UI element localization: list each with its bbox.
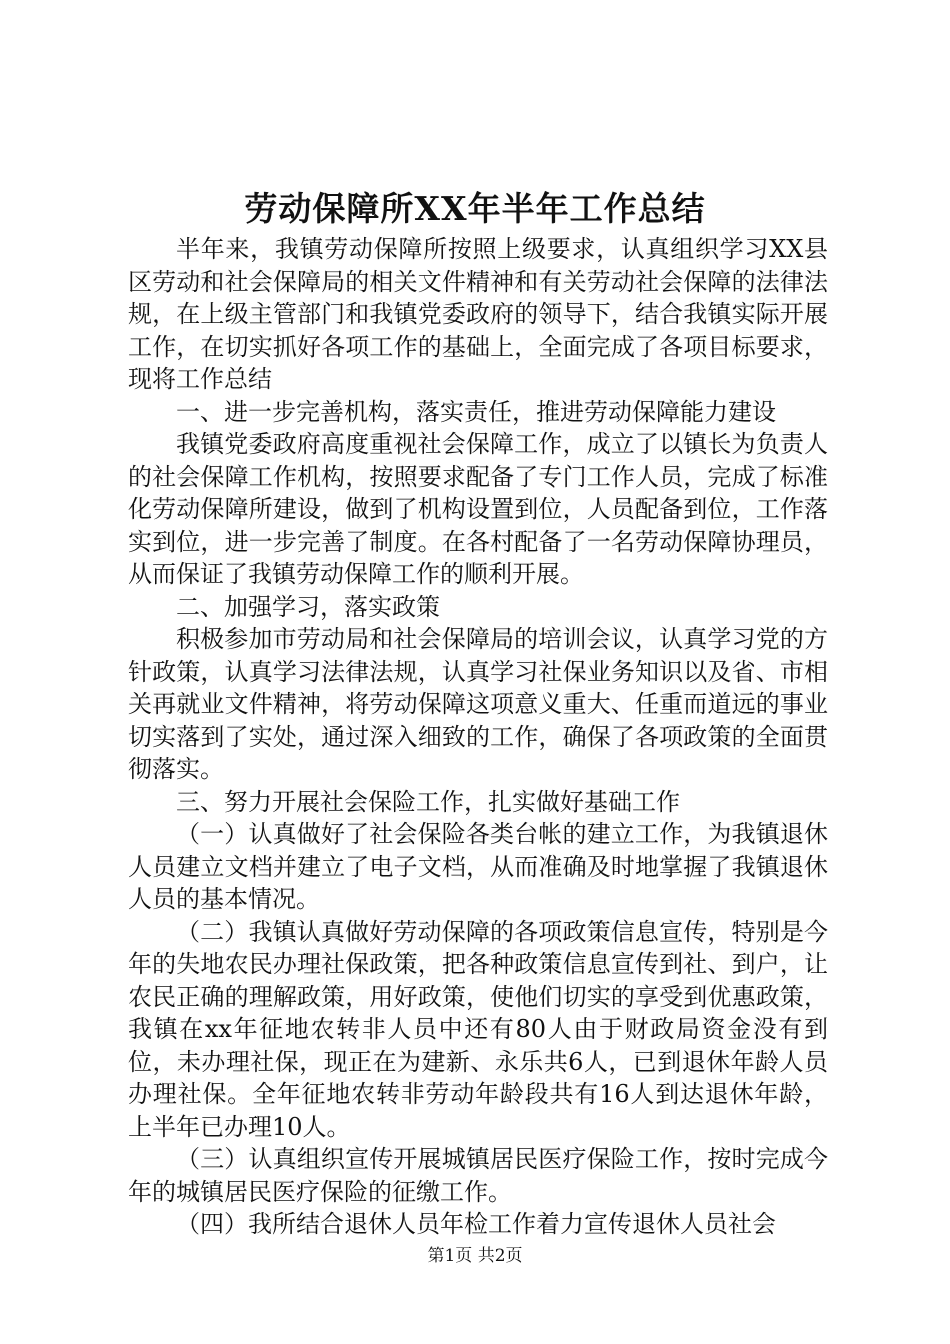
subsection-4-paragraph: （四）我所结合退休人员年检工作着力宣传退休人员社会 (176, 1210, 776, 1238)
page-footer: 第1页 共2页 (427, 1246, 523, 1266)
subsection-2-paragraph: （二）我镇认真做好劳动保障的各项政策信息宣传，特别是今年的失地农民办理社保政策，把各种政策信息宣传到社、到户，让农民正确的理解政策，用好政策，使他们切实的享受到优惠政策，我镇在xx年征地农转非人员中还有80人由于财政局资金没有到位，未办理社保，现正在为建新、永乐共6人，已到退休年龄人员办理社保。全年征地农转非劳动年龄段共有16人到达退休年龄，上半年已办理10人。 (128, 917, 828, 1141)
document-title: 劳动保障所XX年半年工作总结 (244, 189, 706, 228)
section-heading-3: 三、努力开展社会保险工作，扎实做好基础工作 (176, 787, 680, 816)
document-body (128, 233, 828, 1241)
section-heading-1: 一、进一步完善机构，落实责任，推进劳动保障能力建设 (176, 397, 776, 426)
subsection-1-paragraph: （一）认真做好了社会保险各类台帐的建立工作，为我镇退休人员建立文档并建立了电子文档，从而准确及时地掌握了我镇退休人员的基本情况。 (128, 820, 828, 913)
section-heading-2: 二、加强学习，落实政策 (176, 592, 440, 621)
intro-paragraph: 半年来，我镇劳动保障所按照上级要求，认真组织学习XX县区劳动和社会保障局的相关文件精神和有关劳动社会保障的法律法规，在上级主管部门和我镇党委政府的领导下，结合我镇实际开展工作，在切实抓好各项工作的基础上，全面完成了各项目标要求，现将工作总结 (128, 235, 828, 393)
section-2-paragraph: 积极参加市劳动局和社会保障局的培训会议，认真学习党的方针政策，认真学习法律法规，认真学习社保业务知识以及省、市相关再就业文件精神，将劳动保障这项意义重大、任重而道远的事业切实落到了实处，通过深入细致的工作，确保了各项政策的全面贯彻落实。 (128, 625, 828, 783)
section-1-paragraph: 我镇党委政府高度重视社会保障工作，成立了以镇长为负责人的社会保障工作机构，按照要求配备了专门工作人员，完成了标准化劳动保障所建设，做到了机构设置到位，人员配备到位，工作落实到位，进一步完善了制度。在各村配备了一名劳动保障协理员，从而保证了我镇劳动保障工作的顺利开展。 (128, 430, 828, 588)
subsection-3-paragraph: （三）认真组织宣传开展城镇居民医疗保险工作，按时完成今年的城镇居民医疗保险的征缴工作。 (128, 1145, 828, 1206)
